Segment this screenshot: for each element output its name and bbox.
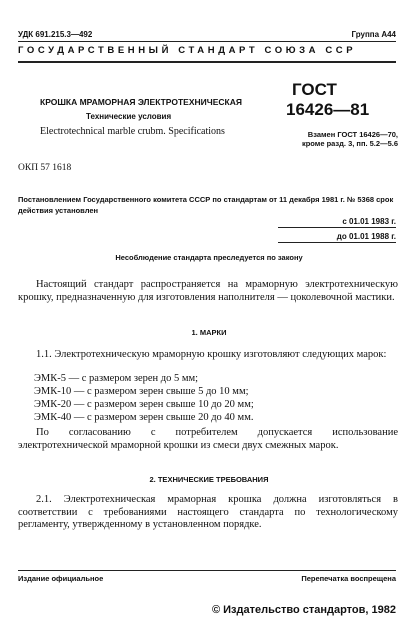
official-edition-label: Издание официальное xyxy=(18,574,104,583)
document-title-english: Electrotechnical marble crubm. Specifications xyxy=(40,126,225,137)
okp-code: ОКП 57 1618 xyxy=(18,163,72,173)
copyright-notice: © Издательство стандартов, 1982 xyxy=(211,604,396,616)
section-heading-requirements: 2. ТЕХНИЧЕСКИЕ ТРЕБОВАНИЯ xyxy=(149,475,269,484)
document-subtitle: Технические условия xyxy=(86,112,172,121)
gost-label: ГОСТ xyxy=(292,80,337,99)
validity-to: до 01.01 1988 г. xyxy=(278,232,396,243)
group-code: Группа А44 xyxy=(351,30,396,39)
gost-number: 16426—81 xyxy=(286,100,370,119)
paragraph-agreement: По согласованию с потребителем допускается использование электротехнической мраморной крошки из смеси двух смежных марок. xyxy=(18,427,398,451)
mark-item: ЭМК-40 — с размером зерен свыше 20 до 40 мм. xyxy=(34,412,254,423)
penalty-notice: Несоблюдение стандарта преследуется по закону xyxy=(115,253,303,262)
mark-item: ЭМК-5 — с размером зерен до 5 мм; xyxy=(34,373,199,384)
mark-item: ЭМК-20 — с размером зерен свыше 10 до 20 мм; xyxy=(34,399,254,410)
footer-rule xyxy=(18,570,396,571)
paragraph-1-1: 1.1. Электротехническую мраморную крошку изготовляют следующих марок: xyxy=(36,349,387,360)
header-rule xyxy=(18,41,396,42)
section-heading-marks: 1. МАРКИ xyxy=(191,328,227,337)
paragraph-2-1: 2.1. Электротехническая мраморная крошка должна изготовляться в соответствии с требованиями настоящего стандарта по технологическому регламенту, утвержденному в установленном порядке. xyxy=(18,494,398,531)
mark-item: ЭМК-10 — с размером зерен свыше 5 до 10 мм; xyxy=(34,386,249,397)
decree-text: Постановлением Государственного комитета СССР по стандартам от 11 декабря 1981 г. № 5368 срок действия установлен xyxy=(18,195,394,215)
validity-from: с 01.01 1983 г. xyxy=(278,217,396,228)
no-reprint-label: Перепечатка воспрещена xyxy=(301,574,396,583)
udk-code: УДК 691.215.3—492 xyxy=(18,30,93,39)
intro-paragraph: Настоящий стандарт распространяется на мраморную электротехническую крошку, предназначенную для изготовления наполнителя — цоколевочной мастики. xyxy=(18,279,398,303)
document-title: КРОШКА МРАМОРНАЯ ЭЛЕКТРОТЕХНИЧЕСКАЯ xyxy=(40,97,242,107)
header-rule-thick xyxy=(18,61,396,63)
state-standard-banner: ГОСУДАРСТВЕННЫЙ СТАНДАРТ СОЮЗА ССР xyxy=(18,45,357,56)
replaces-note: Взамен ГОСТ 16426—70, кроме разд. 3, пп. 5.2—5.6 xyxy=(301,130,398,148)
